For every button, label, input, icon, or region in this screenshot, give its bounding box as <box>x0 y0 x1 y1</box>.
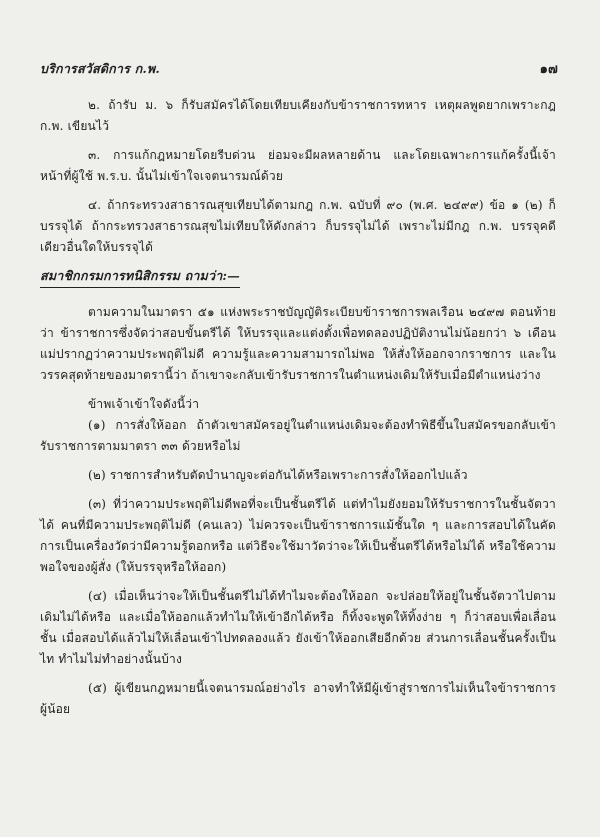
page-number: ๑๗ <box>539 62 558 77</box>
question-item-4: (๔) เมื่อเห็นว่าจะให้เป็นชั้นตรีไม่ได้ทำไมจะต้องให้ออก จะปล่อยให้อยู่ในชั้นจัตวาไปตามเดิมไม่ได้หรือ และเมื่อให้ออกแล้วทำไมให้เข้าอีกได้หรือ ก็ทิ้งจะพูดให้ทิ้งง่าย ๆ ก็ว่าสอบเพื่อเลื่อนชั้น เมื่อสอบได้แล้วไม่ให้เลื่อนเข้าไปทดลองแล้ว ยังเข้าให้ออกเสียอีกด้วย ส่วนการเลื่อนชั้นครั้งเป็นไท ทำไมไม่ทำอย่างนั้นบ้าง <box>40 589 556 666</box>
question-item-3: (๓) ที่ว่าความประพฤติไม่ดีพอที่จะเป็นชั้นตรีได้ แต่ทำไมยังยอมให้รับราชการในชั้นจัตวาได้ คนที่มีความประพฤติไม่ดี (คนเลว) ไม่ควรจะเป็นข้าราชการแม้ชั้นใด ๆ และการสอบได้ในคัดการเป็นเครื่องวัดว่ามีความรู้ดอกหรือ แต่วิธีจะใช้มาวัดว่าจะให้เป็นชั้นตรีได้หรือไม่ได้ หรือใช้ความพอใจของผู้สั่ง (ให้บรรจุหรือให้ออก) <box>40 497 556 574</box>
question-intro-paragraph: ตามความในมาตรา ๕๑ แห่งพระราชบัญญัติระเบียบข้าราชการพลเรือน ๒๔๙๗ ตอนท้ายว่า ข้าราชการซึ่งจัดว่าสอบขั้นตรีได้ ให้บรรจุและแต่งตั้งเพื่อทดลองปฏิบัติงานไม่น้อยกว่า ๖ เดือนแม่ปรากฏว่าความประพฤติไม่ดี ความรู้และความสามารถไม่พอ ให้สั่งให้ออกจากราชการ และในวรรคสุดท้ายของมาตรานี้ว่า ถ้าเขาจะกลับเข้ารับราชการในตำแหน่งเดิมให้รับเมื่อมีตำแหน่งว่าง <box>40 305 556 382</box>
section-heading: สมาชิกกรมการทนิสิกรรม ถามว่า:— <box>40 266 240 288</box>
answer-item-4: ๔. ถ้ากระทรวงสาธารณสุขเทียบได้ตามกฎ ก.พ. ฉบับที่ ๙๐ (พ.ศ. ๒๔๙๙) ข้อ ๑ (๒) ก็บรรจุได้ ถ้ากระทรวงสาธารณสุขไม่เทียบให้ดังกล่าว ก็บรรจุไม่ได้ เพราะไม่มีกฎ ก.พ. บรรจุคดีเดียวอื่นใดให้บรรจุได้ <box>40 198 556 254</box>
page-body <box>40 95 556 720</box>
page-header <box>40 58 558 79</box>
running-title: บริการสวัสดิการ ก.พ. <box>40 61 160 76</box>
question-item-1: (๑) การสั่งให้ออก ถ้าตัวเขาสมัครอยู่ในตำแหน่งเดิมจะต้องทำพิธีขึ้นใบสมัครขอกลับเข้ารับราชการตามมาตรา ๓๓ ด้วยหรือไม่ <box>40 418 556 453</box>
question-item-2: (๒) ราชการสำหรับตัดบำนาญจะต่อกันได้หรือเพราะการสั่งให้ออกไปแล้ว <box>88 468 468 482</box>
question-lead-in: ข้าพเจ้าเข้าใจดังนี้ว่า <box>88 397 200 411</box>
answer-item-3: ๓. การแก้กฎหมายโดยรีบด่วน ย่อมจะมีผลหลายด้าน และโดยเฉพาะการแก้ครั้งนี้เจ้าหน้าที่ผู้ใช้ พ.ร.บ. นั้นไม่เข้าใจเจตนารมณ์ด้วย <box>40 148 556 183</box>
question-item-5: (๕) ผู้เขียนกฎหมายนี้เจตนารมณ์อย่างไร อาจทำให้มีผู้เข้าสู่ราชการไม่เห็นใจข้าราชการผู้น้อย <box>40 681 556 716</box>
answer-item-2: ๒. ถ้ารับ ม. ๖ ก็รับสมัครได้โดยเทียบเคียงกับข้าราชการทหาร เหตุผลพูดยากเพราะกฎ ก.พ. เขียนไว้ <box>40 98 556 133</box>
